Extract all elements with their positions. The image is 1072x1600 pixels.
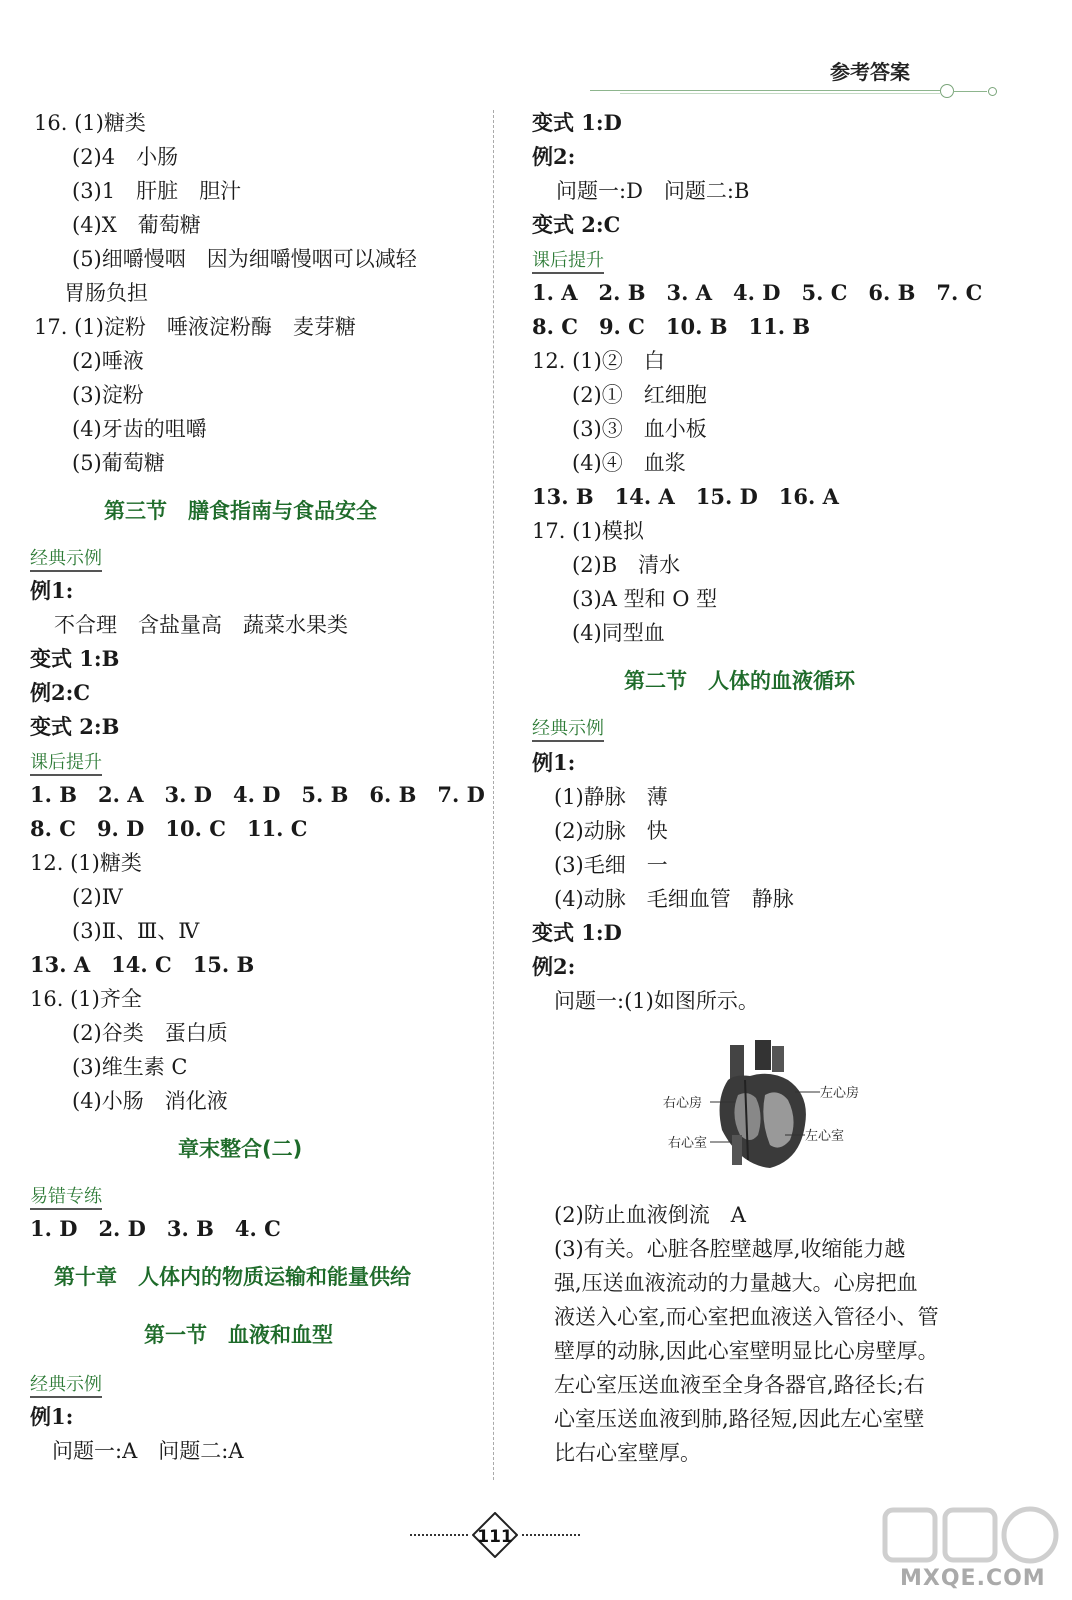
column-divider — [493, 110, 494, 1480]
example-label: 例2: — [532, 144, 576, 169]
footer-dots-right — [522, 1534, 580, 1536]
answer-line: 强,压送血液流动的力量越大。心房把血 — [554, 1271, 918, 1295]
example-answer: 例2:C — [30, 680, 91, 705]
label-right-ventricle: 右心室 — [668, 1136, 708, 1151]
section-heading: 章末整合(二) — [178, 1137, 303, 1161]
answer-line: (3)A 型和 O 型 — [572, 587, 718, 611]
label-right-atrium: 右心房 — [663, 1096, 703, 1111]
header-ornament-circle — [940, 84, 954, 98]
answer-line: 17. (1)淀粉 唾液淀粉酶 麦芽糖 — [34, 315, 356, 339]
answer-line: (3)有关。心脏各腔壁越厚,收缩能力越 — [554, 1237, 906, 1261]
watermark-text: MXQE.COM — [900, 1566, 1046, 1591]
answer-line: (5)葡萄糖 — [72, 451, 165, 475]
section-tag: 经典示例 — [532, 718, 604, 742]
footer-dots-left — [410, 1534, 468, 1536]
answer-line: (2)谷类 蛋白质 — [72, 1021, 228, 1045]
answer-line: 壁厚的动脉,因此心室壁明显比心房壁厚。 — [554, 1339, 939, 1363]
answer-line: (3)毛细 一 — [554, 853, 668, 877]
answer-line: 13. B 14. A 15. D 16. A — [532, 484, 839, 509]
answer-line: 胃肠负担 — [64, 281, 148, 305]
answer-line: (3)Ⅱ、Ⅲ、Ⅳ — [72, 919, 200, 943]
answer-line: (4)X 葡萄糖 — [72, 213, 201, 237]
variant-answer: 变式 1:B — [30, 646, 120, 671]
answer-line: 1. A 2. B 3. A 4. D 5. C 6. B 7. C — [532, 280, 983, 305]
example-label: 例1: — [532, 750, 576, 775]
section-tag: 经典示例 — [30, 548, 102, 572]
header-rule — [590, 90, 940, 91]
answer-line: (4)④ 血浆 — [572, 451, 686, 475]
section-heading: 第三节 膳食指南与食品安全 — [104, 499, 377, 523]
header-ornament-dot — [988, 87, 997, 96]
example-label: 例1: — [30, 578, 74, 603]
section-tag: 课后提升 — [532, 250, 604, 274]
answer-line: 比右心室壁厚。 — [554, 1441, 701, 1465]
variant-answer: 变式 1:D — [532, 920, 622, 945]
section-tag: 经典示例 — [30, 1374, 102, 1398]
answer-line: (3)维生素 C — [72, 1055, 188, 1079]
variant-answer: 变式 1:D — [532, 110, 622, 135]
page-number: 111 — [477, 1527, 513, 1547]
answer-line: (2)① 红细胞 — [572, 383, 707, 407]
label-left-atrium: 左心房 — [820, 1086, 860, 1101]
section-tag: 课后提升 — [30, 752, 102, 776]
example-label: 例2: — [532, 954, 576, 979]
chapter-heading: 第十章 人体内的物质运输和能量供给 — [54, 1265, 411, 1289]
page-header-title: 参考答案 — [830, 60, 910, 84]
answer-line: 问题一:(1)如图所示。 — [554, 989, 759, 1013]
answer-line: 12. (1)糖类 — [30, 851, 142, 875]
answer-line: (4)同型血 — [572, 621, 665, 645]
answer-line: 17. (1)模拟 — [532, 519, 644, 543]
section-tag: 易错专练 — [30, 1186, 102, 1210]
answer-line: (2)Ⅳ — [72, 885, 123, 909]
answer-line: (1)静脉 薄 — [554, 785, 668, 809]
answer-line: (4)小肠 消化液 — [72, 1089, 228, 1113]
answer-line: 不合理 含盐量高 蔬菜水果类 — [54, 613, 348, 637]
answer-line: 8. C 9. C 10. B 11. B — [532, 314, 811, 339]
answer-line: (3)淀粉 — [72, 383, 144, 407]
heart-diagram — [660, 1040, 860, 1170]
answer-line: (3)1 肝脏 胆汁 — [72, 179, 242, 203]
answer-line: 16. (1)齐全 — [30, 987, 142, 1011]
answer-line: 液送入心室,而心室把血液送入管径小、管 — [554, 1305, 939, 1329]
answer-line: 1. D 2. D 3. B 4. C — [30, 1216, 281, 1241]
heart-illustration — [720, 1040, 806, 1168]
answer-line: (4)牙齿的咀嚼 — [72, 417, 207, 441]
answer-line: (2)唾液 — [72, 349, 144, 373]
answer-line: 问题一:D 问题二:B — [556, 179, 750, 203]
answer-line: 13. A 14. C 15. B — [30, 952, 255, 977]
answer-line: (2)防止血液倒流 A — [554, 1203, 746, 1227]
answer-line: 心室压送血液到肺,路径短,因此左心室壁 — [554, 1407, 925, 1431]
label-left-ventricle: 左心室 — [805, 1129, 845, 1144]
answer-line: 8. C 9. D 10. C 11. C — [30, 816, 308, 841]
answer-line: 12. (1)② 白 — [532, 349, 665, 373]
variant-answer: 变式 2:C — [532, 212, 621, 237]
header-ornament-line — [953, 91, 987, 92]
answer-line: (5)细嚼慢咽 因为细嚼慢咽可以减轻 — [72, 247, 417, 271]
answer-line: 1. B 2. A 3. D 4. D 5. B 6. B 7. D — [30, 782, 485, 807]
answer-line: (4)动脉 毛细血管 静脉 — [554, 887, 794, 911]
variant-answer: 变式 2:B — [30, 714, 120, 739]
answer-line: 16. (1)糖类 — [34, 111, 146, 135]
answer-line: (2)动脉 快 — [554, 819, 668, 843]
answer-line: 问题一:A 问题二:A — [52, 1439, 244, 1463]
section-heading: 第一节 血液和血型 — [144, 1323, 333, 1347]
example-label: 例1: — [30, 1404, 74, 1429]
answer-line: (2)B 清水 — [572, 553, 681, 577]
header-rule-secondary — [620, 93, 940, 94]
section-heading: 第二节 人体的血液循环 — [624, 669, 855, 693]
answer-line: (2)4 小肠 — [72, 145, 179, 169]
answer-line: (3)③ 血小板 — [572, 417, 707, 441]
answer-line: 左心室压送血液至全身各器官,路径长;右 — [554, 1373, 925, 1397]
page-number-badge — [472, 1512, 518, 1558]
